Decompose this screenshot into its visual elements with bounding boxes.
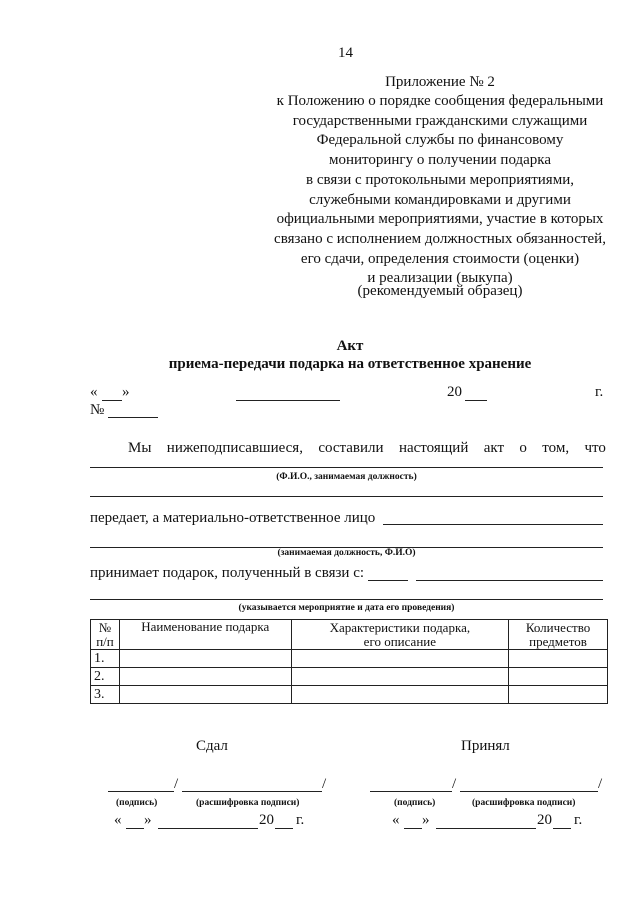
handed-day-field[interactable] (126, 828, 144, 829)
event-field-2[interactable] (90, 599, 603, 600)
handed-over-title: Сдал (196, 738, 228, 754)
act-subtitle: приема-передачи подарка на ответственное хранение (168, 356, 532, 372)
received-year-field[interactable] (553, 828, 571, 829)
year-prefix: 20 (447, 384, 462, 400)
handed-caption-signature: (подпись) (116, 798, 158, 808)
we-word: Мы (128, 440, 152, 456)
fio-field-2[interactable] (90, 496, 603, 497)
number-field[interactable] (108, 417, 158, 418)
we-word: что (584, 440, 606, 456)
table-row (91, 668, 608, 686)
gift-quantity-cell[interactable] (509, 686, 608, 704)
received-caption-signature: (подпись) (394, 798, 436, 808)
handed-quote-close: » (144, 812, 152, 828)
appendix-line: и реализации (выкупа) (367, 270, 513, 287)
row-number: 2. (91, 668, 120, 686)
gift-quantity-cell[interactable] (509, 650, 608, 668)
received-day-field[interactable] (404, 828, 422, 829)
date-quote-close: » (122, 384, 130, 400)
accepts-text: принимает подарок, полученный в связи с: (90, 565, 365, 581)
day-field[interactable] (102, 400, 122, 401)
gift-name-cell[interactable] (119, 686, 291, 704)
appendix-line: официальными мероприятиями, участие в которых (276, 211, 604, 228)
appendix-line: служебными командировками и другими (309, 191, 571, 208)
appendix-line: связано с исполнением должностных обязанностей, (274, 230, 606, 247)
received-title: Принял (461, 738, 510, 754)
sample-note: (рекомендуемый образец) (357, 283, 523, 299)
gift-characteristics-cell[interactable] (291, 686, 509, 704)
header-quantity: Количество предметов (509, 620, 608, 650)
caption-fio: (Ф.И.О., занимаемая должность) (276, 472, 417, 482)
received-quote-close: » (422, 812, 430, 828)
received-decoding-field[interactable] (460, 791, 598, 792)
responsible-person-field[interactable] (383, 524, 603, 525)
table-row (91, 686, 608, 704)
year-field[interactable] (465, 400, 487, 401)
gift-name-cell[interactable] (119, 668, 291, 686)
transfers-text: передает, а материально-ответственное лицо (90, 510, 376, 526)
received-month-field[interactable] (436, 828, 536, 829)
fio-field[interactable] (90, 467, 603, 468)
gift-quantity-cell[interactable] (509, 668, 608, 686)
year-suffix: г. (595, 384, 604, 400)
we-word: о (519, 440, 527, 456)
table-row (91, 650, 608, 668)
appendix-line: мониторингу о получении подарка (328, 152, 552, 169)
row-number: 1. (91, 650, 120, 668)
gift-characteristics-cell[interactable] (291, 668, 509, 686)
received-caption-decoding: (расшифровка подписи) (472, 798, 576, 808)
handed-year-prefix: 20 (259, 812, 274, 828)
handed-caption-decoding: (расшифровка подписи) (196, 798, 300, 808)
we-word: настоящий (398, 440, 469, 456)
appendix-title: Приложение № 2 (385, 74, 495, 90)
we-word: составили (318, 440, 384, 456)
we-word: нижеподписавшиеся, (166, 440, 303, 456)
received-slash-end: / (598, 776, 603, 792)
caption-position: (занимаемая должность, Ф.И.О) (277, 548, 416, 558)
received-signature-field[interactable] (370, 791, 452, 792)
handed-decoding-field[interactable] (182, 791, 322, 792)
appendix-line: к Положению о порядке сообщения федеральными (276, 93, 604, 109)
handed-month-field[interactable] (158, 828, 258, 829)
appendix-line: Федеральной службы по финансовому (316, 132, 564, 149)
row-number: 3. (91, 686, 120, 704)
event-field-b[interactable] (416, 580, 603, 581)
gift-characteristics-cell[interactable] (291, 650, 509, 668)
we-line (128, 440, 606, 457)
received-quote-open: « (392, 812, 400, 828)
table-header-row (91, 620, 608, 650)
date-quote-open: « (90, 384, 98, 400)
handed-year-field[interactable] (275, 828, 293, 829)
received-year-suffix: г. (574, 812, 583, 828)
header-name: Наименование подарка (119, 620, 291, 650)
page-number: 14 (338, 45, 353, 61)
header-characteristics: Характеристики подарка, его описание (291, 620, 509, 650)
we-word: том, (542, 440, 570, 456)
handed-slash-end: / (322, 776, 327, 792)
appendix-lines (240, 92, 640, 289)
gift-name-cell[interactable] (119, 650, 291, 668)
header-num: № п/п (91, 620, 120, 650)
received-slash: / (452, 776, 457, 792)
handed-slash: / (174, 776, 179, 792)
event-field[interactable] (368, 580, 408, 581)
caption-event: (указывается мероприятие и дата его проведения) (238, 603, 455, 613)
handed-quote-open: « (114, 812, 122, 828)
month-field[interactable] (236, 400, 340, 401)
appendix-line: его сдачи, определения стоимости (оценки) (300, 250, 580, 267)
appendix-line: в связи с протокольными мероприятиями, (306, 171, 574, 188)
act-title: Акт (336, 338, 364, 354)
gifts-table (90, 619, 608, 704)
handed-signature-field[interactable] (108, 791, 174, 792)
handed-year-suffix: г. (296, 812, 305, 828)
appendix-line: государственными гражданскими служащими (292, 112, 588, 129)
number-label: № (90, 402, 105, 418)
we-word: акт (483, 440, 505, 456)
received-year-prefix: 20 (537, 812, 552, 828)
